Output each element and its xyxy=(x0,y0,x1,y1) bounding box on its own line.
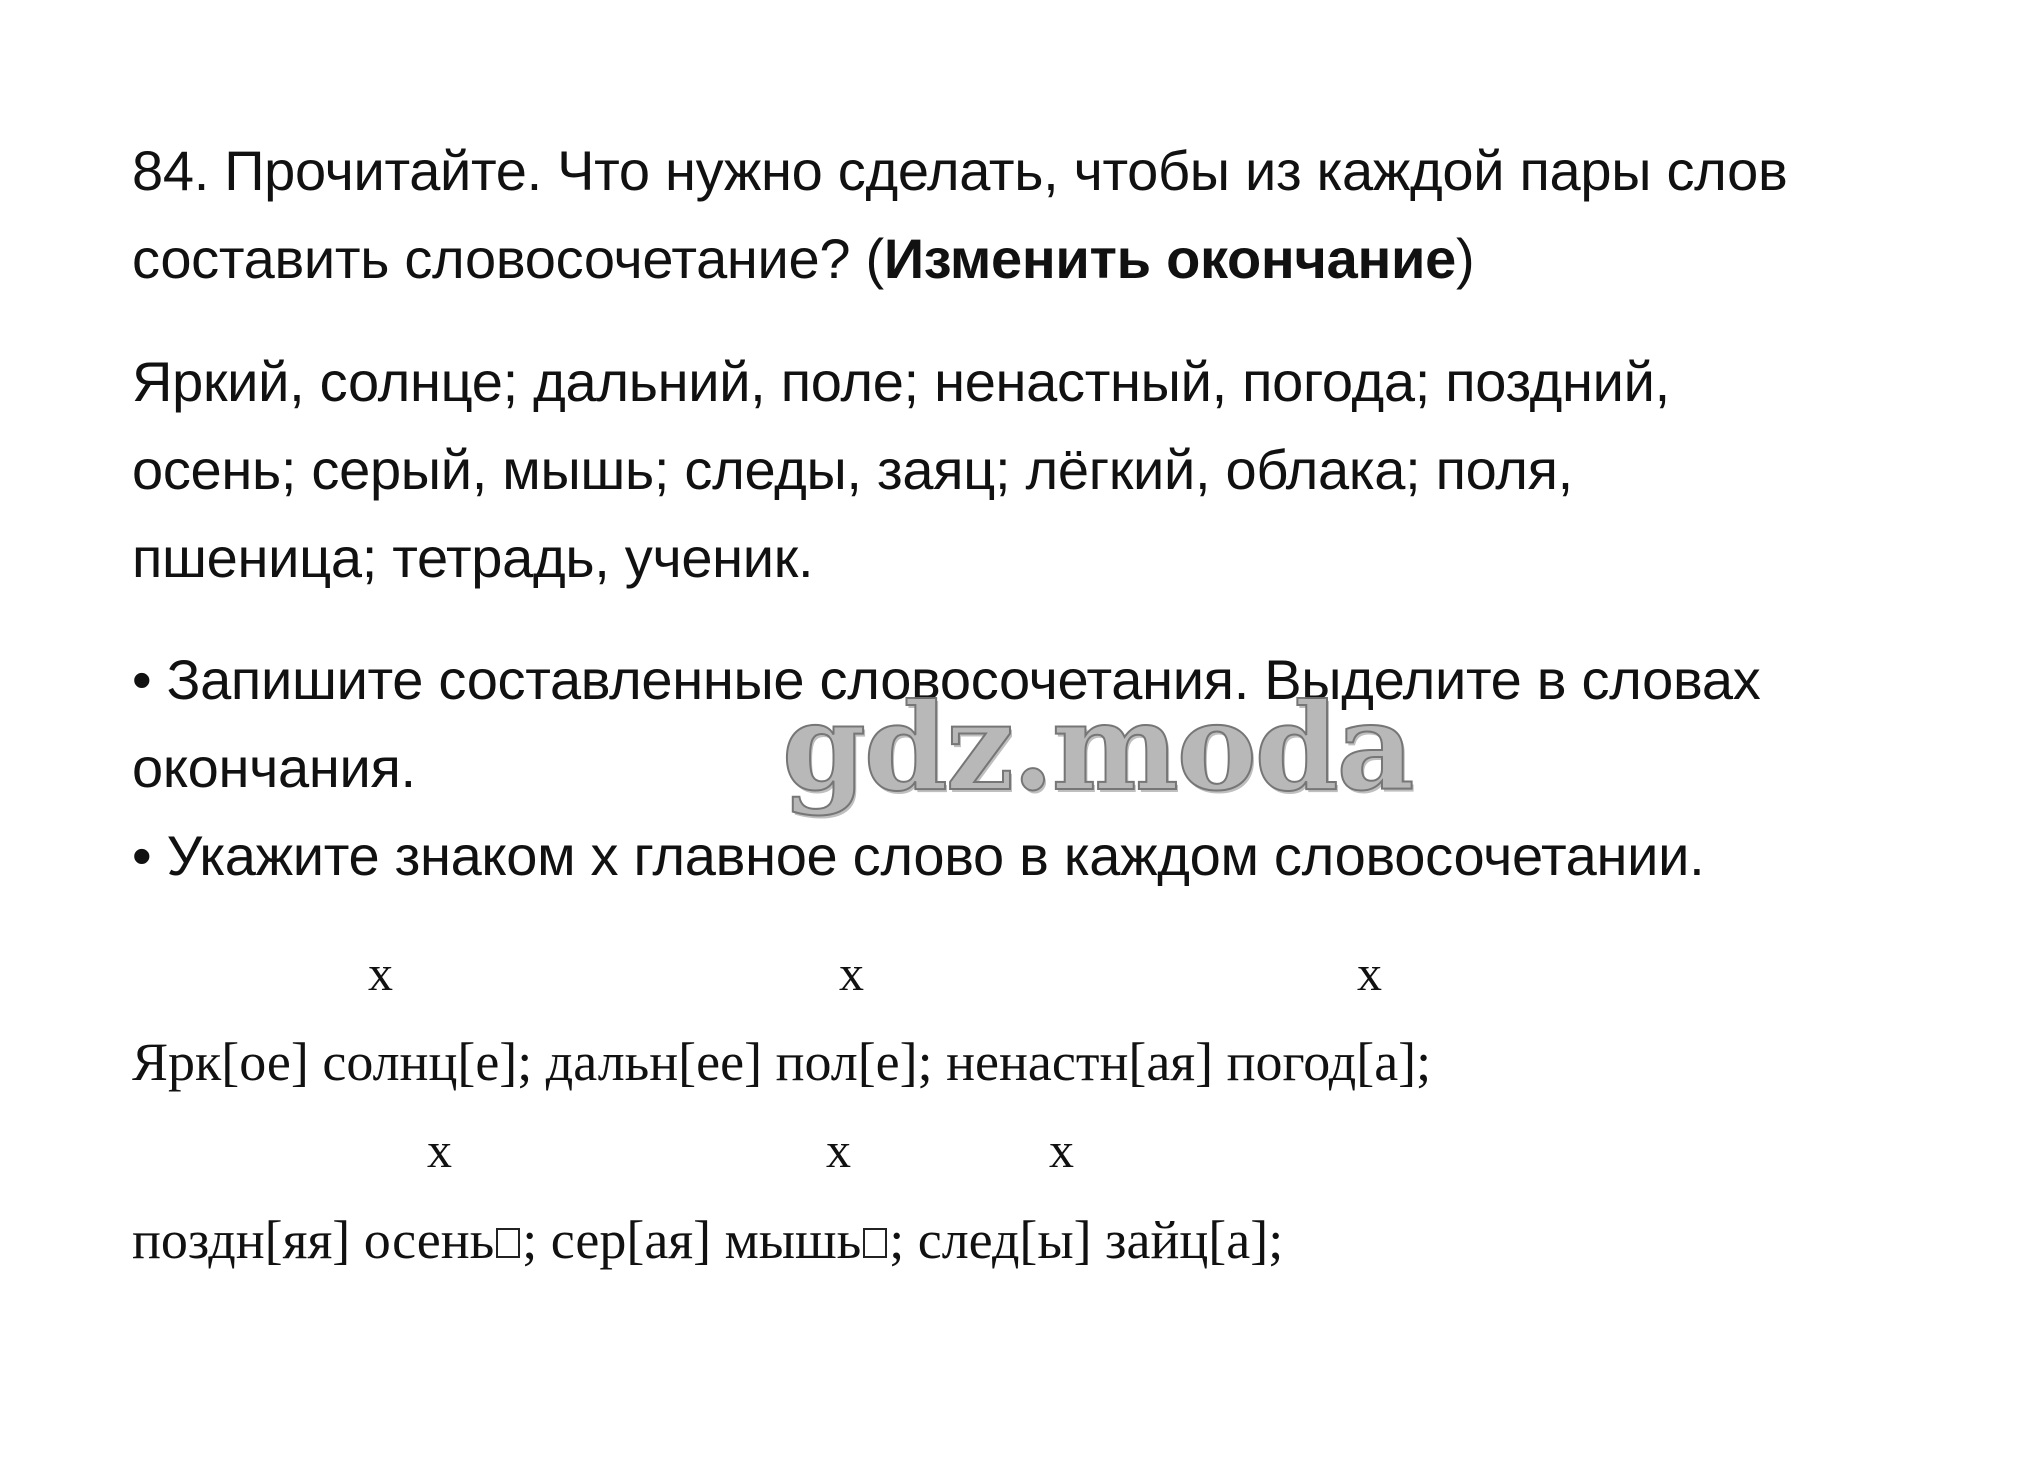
main-word-marker: x xyxy=(427,1122,452,1178)
watermark-logo: gdz.moda xyxy=(782,677,1413,818)
zero-ending-box xyxy=(863,1228,887,1258)
answer-phrase-1: поздн[яя] осень xyxy=(132,1210,495,1270)
zero-ending-box xyxy=(496,1228,520,1258)
task-answer-bold: Изменить окончание xyxy=(883,227,1456,290)
main-word-marker: x xyxy=(826,1122,851,1178)
instruction-line-3: • Укажите знаком х главное слово в каждом словосочетании. xyxy=(132,824,1705,887)
task-heading-line-1: 84. Прочитайте. Что нужно сделать, чтобы из каждой пары слов xyxy=(132,139,1788,202)
instruction-line-2: окончания. xyxy=(132,736,416,799)
answer-line-2 xyxy=(132,1210,1283,1270)
task-closing-paren: ) xyxy=(1455,227,1475,290)
word-pairs-line-1: Яркий, солнце; дальний, поле; ненастный, погода; поздний, xyxy=(132,350,1670,413)
word-pairs-line-3: пшеница; тетрадь, ученик. xyxy=(132,526,814,589)
word-pairs-paragraph xyxy=(132,338,1670,602)
main-word-marker: x xyxy=(1049,1122,1074,1178)
word-pairs-line-2: осень; серый, мышь; следы, заяц; лёгкий, облака; поля, xyxy=(132,438,1573,501)
task-heading-line-2 xyxy=(132,215,1787,303)
task-question: составить словосочетание? ( xyxy=(132,227,884,290)
answer-line-1: Ярк[ое] солнц[е]; дальн[ее] пол[е]; ненастн[ая] погод[а]; xyxy=(132,1032,1432,1092)
answer-phrase-3: ; след[ы] зайц[а]; xyxy=(889,1210,1284,1270)
answer-phrase-2: ; сер[ая] мышь xyxy=(522,1210,862,1270)
task-heading xyxy=(132,127,1787,303)
main-word-marker: x xyxy=(1357,945,1382,1001)
main-word-marker: x xyxy=(839,945,864,1001)
instruction-line-1: • Запишите составленные словосочетания. Выделите в словах xyxy=(132,648,1761,711)
main-word-marker: x xyxy=(368,945,393,1001)
